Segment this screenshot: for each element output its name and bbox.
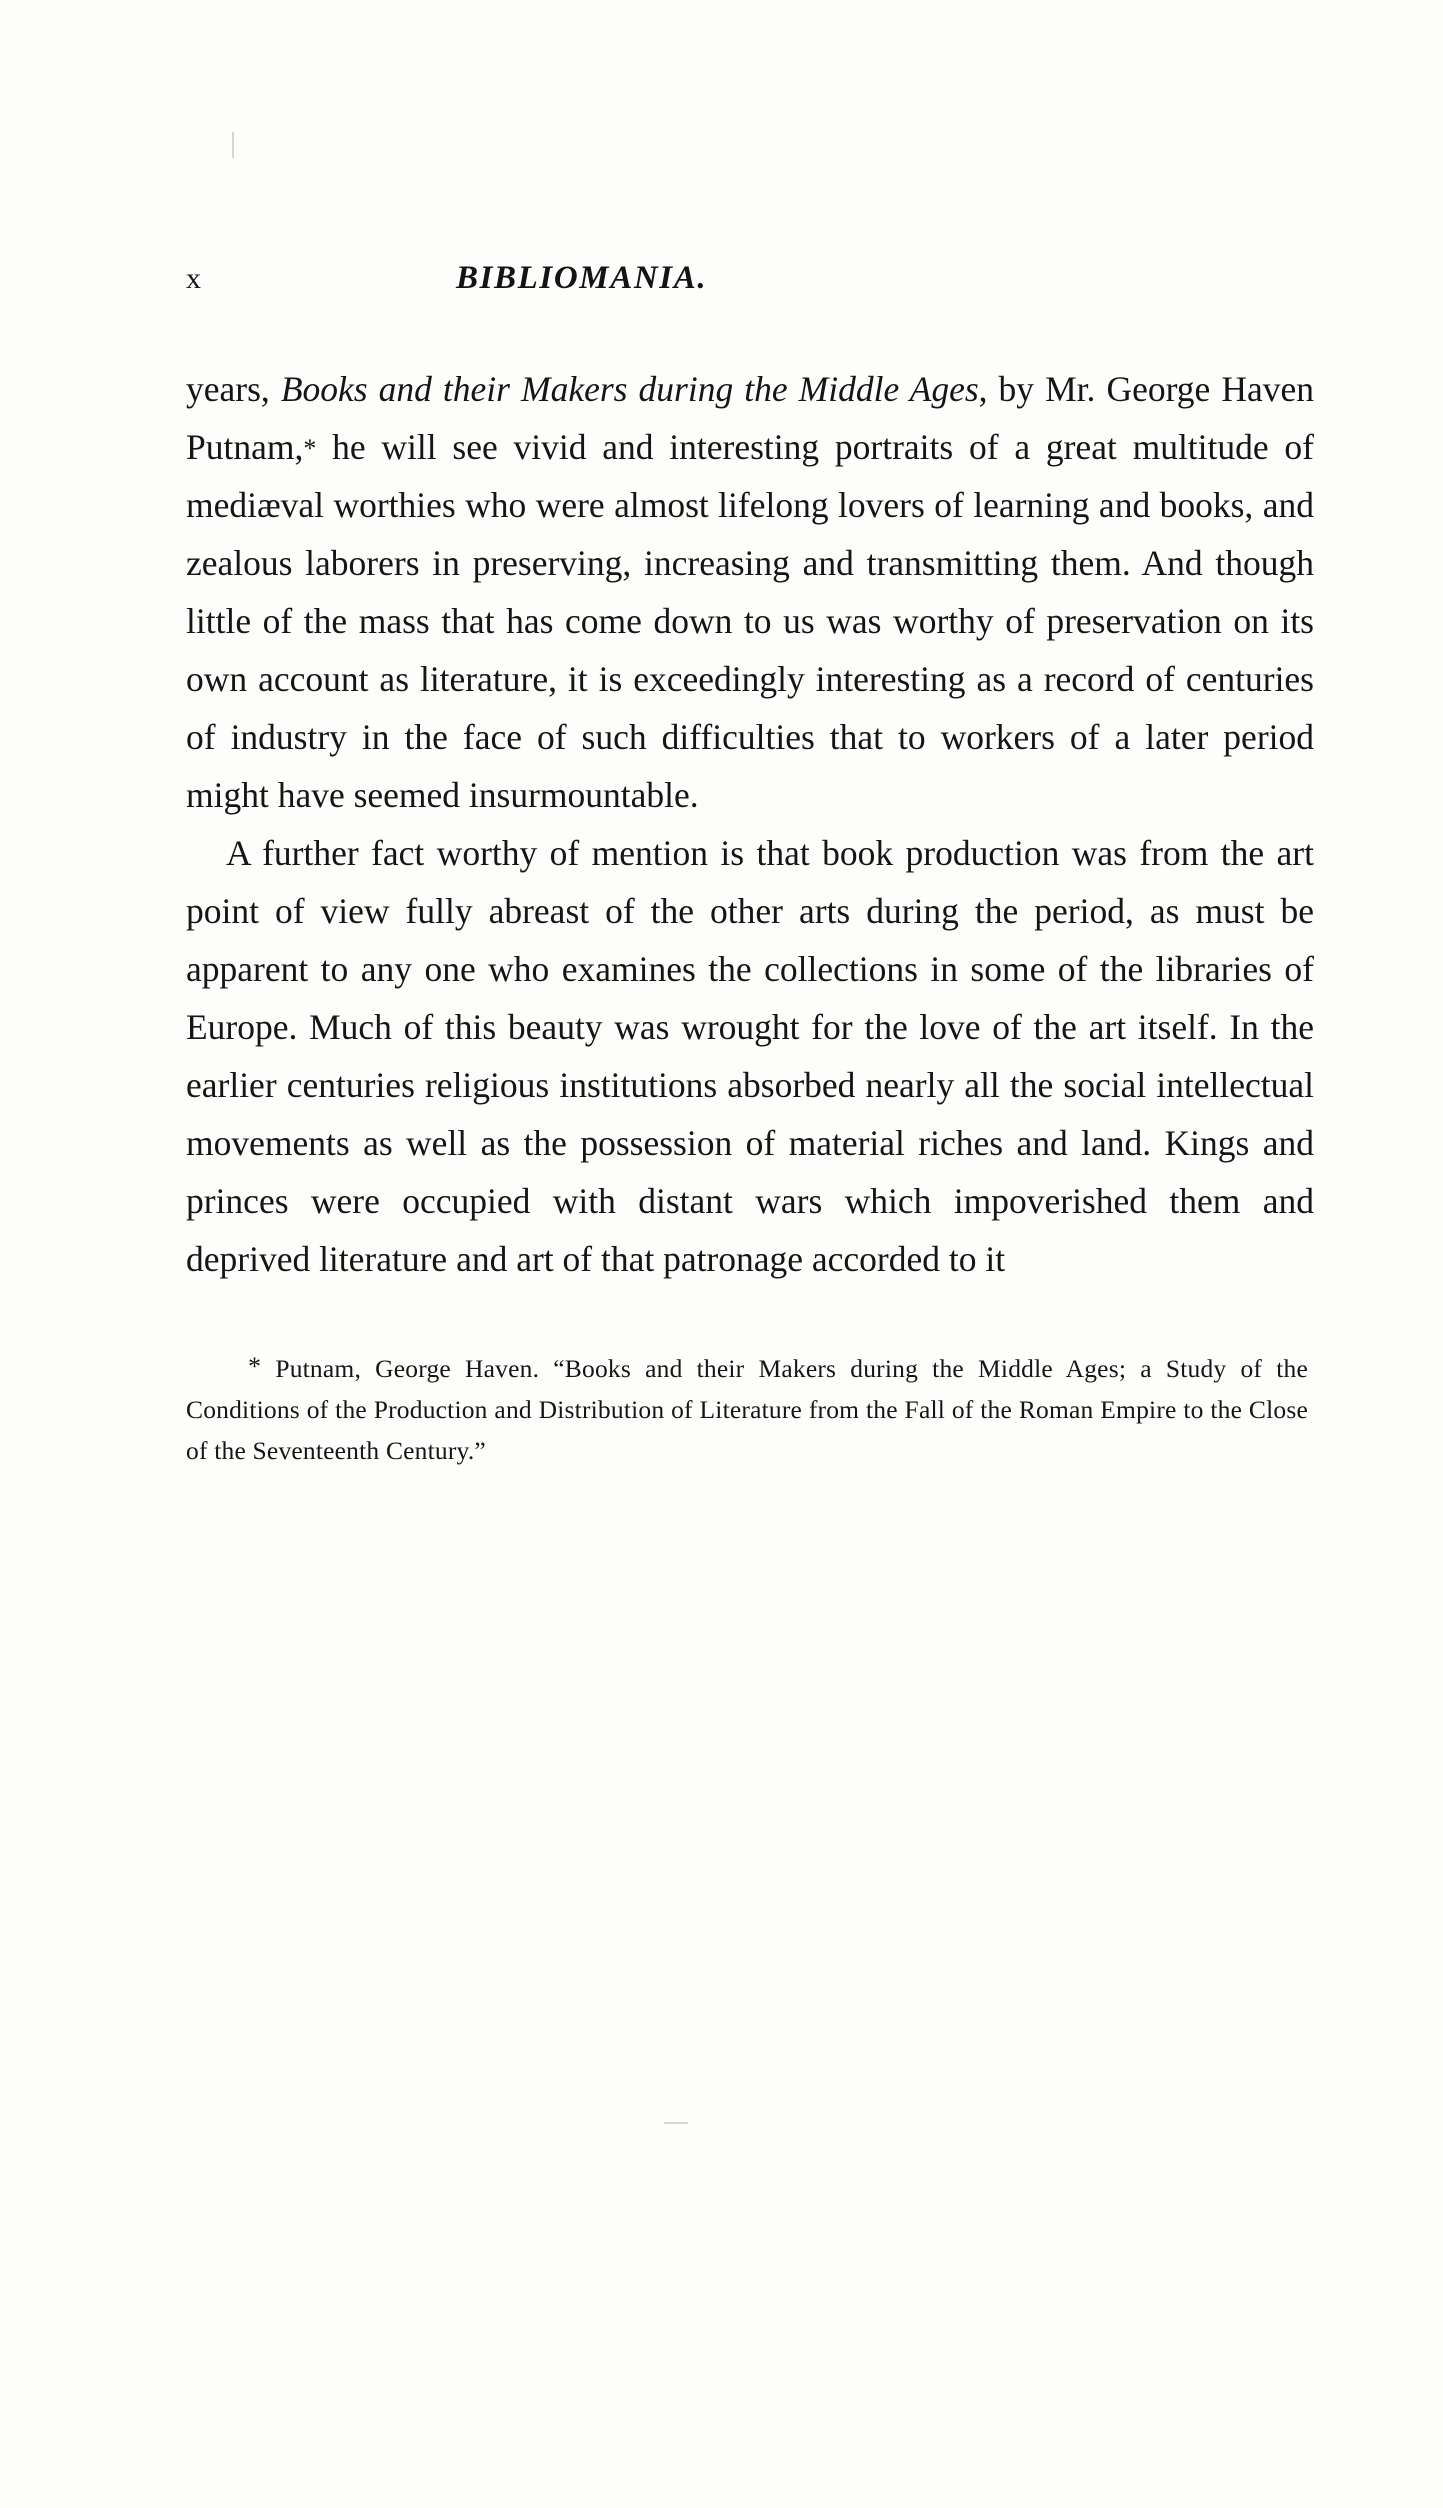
footnote-text — [186, 1348, 1308, 1471]
footnote-reference-marker: * — [303, 434, 317, 463]
book-title-italic: Books and their Makers during the Middle Ages — [280, 369, 979, 409]
footnote-body: Putnam, George Haven. “Books and their Makers during the Middle Ages; a Study of the Conditions of the Production and Distribution of Literature from the Fall of the Roman Empire to the Close of the Seventeenth Century.” — [186, 1354, 1308, 1465]
paragraph-1-lead: years, — [186, 369, 281, 409]
paragraph-1-rest: he will see vivid and interesting portraits of a great multitude of mediæval worthies who were almost lifelong lovers of learning and books, and zealous laborers in preserving, increasing and transmitting them. And though little of the mass that has come down to us was worthy of preservation on its own account as literature, it is exceedingly interesting as a record of centuries of industry in the face of such difficulties that to workers of a later period might have seemed insurmountable. — [186, 427, 1314, 815]
page-number: x — [186, 262, 202, 295]
running-head — [186, 260, 1314, 308]
paragraph-1-mid: , by Mr. George Haven Putnam, — [186, 369, 1314, 467]
page-edge-mark-bottom — [664, 2122, 688, 2124]
page-edge-mark-top — [232, 132, 234, 158]
page-content — [186, 260, 1314, 1471]
paragraph-2: A further fact worthy of mention is that book production was from the art point of view fully abreast of the other arts during the period, as must be apparent to any one who examines the collections in some of the libraries of Europe. Much of this beauty was wrought for the love of the art itself. In the earlier centuries religious institutions absorbed nearly all the social intellectual movements as well as the possession of material riches and land. Kings and princes were occupied with distant wars which impoverished them and deprived literature and art of that patronage accorded to it — [186, 833, 1314, 1279]
body-text — [186, 360, 1314, 1288]
footnote-marker: * — [248, 1352, 262, 1381]
footnote-block — [186, 1348, 1308, 1471]
paragraph-1 — [186, 360, 1314, 824]
running-head-title: BIBLIOMANIA. — [456, 260, 708, 296]
